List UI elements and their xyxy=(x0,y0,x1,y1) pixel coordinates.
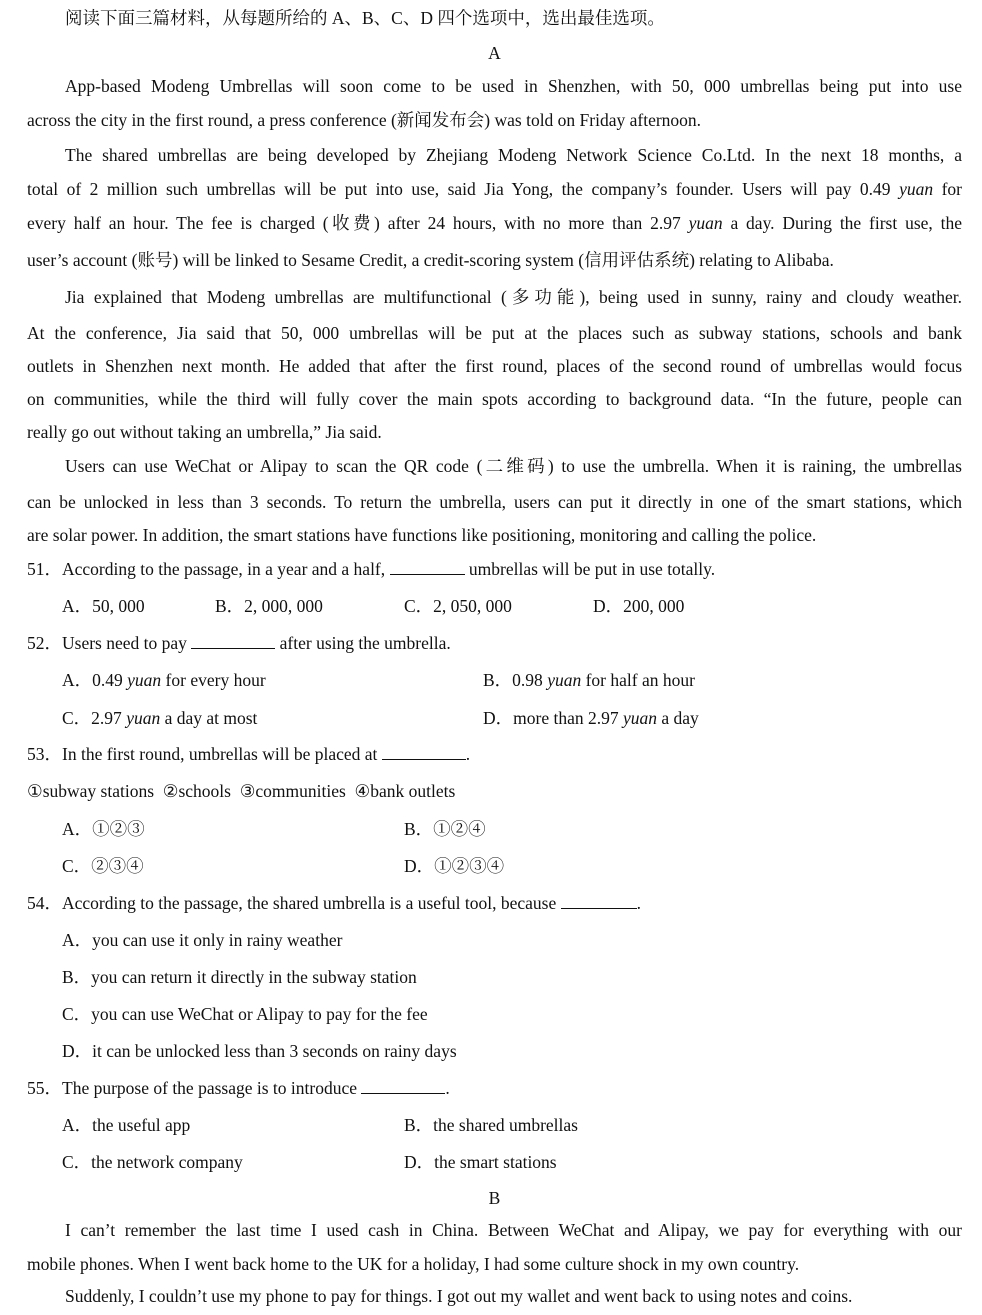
q55-option-c: C．the network company xyxy=(62,1152,243,1172)
passage-a-p3-line5: really go out without taking an umbrella,” Jia said. xyxy=(27,422,382,442)
q52-option-a: A．0.49 yuan for every hour xyxy=(62,670,266,690)
q55-option-a: A．the useful app xyxy=(62,1115,191,1135)
q55-option-d: D．the smart stations xyxy=(404,1152,557,1172)
instruction-text: 阅读下面三篇材料，从每题所给的 A、B、C、D 四个选项中，选出最佳选项。 xyxy=(65,8,665,28)
passage-a-p4-line3: are solar power. In addition, the smart stations have functions like positioning, monitoring and calling the police. xyxy=(27,525,817,545)
passage-a-p4-line2: can be unlocked in less than 3 seconds. To return the umbrella, users can put it directly in one of the smart stations, which xyxy=(27,492,962,512)
answer-blank xyxy=(361,1079,445,1094)
answer-blank xyxy=(191,634,275,649)
passage-a-p1-line1: App-based Modeng Umbrellas will soon come to be used in Shenzhen, with 50, 000 umbrellas being put into use xyxy=(65,76,962,96)
passage-a-p3-line1: Jia explained that Modeng umbrellas are multifunctional (多功能), being used in sunny, rainy and cloudy weather. xyxy=(65,287,962,307)
passage-b-p1-line2: mobile phones. When I went back home to the UK for a holiday, I had some culture shock in my own country. xyxy=(27,1254,800,1274)
passage-b-p1-line1: I can’t remember the last time I used cash in China. Between WeChat and Alipay, we pay for everything with our xyxy=(65,1220,962,1240)
q54-option-d: D．it can be unlocked less than 3 seconds on rainy days xyxy=(62,1041,457,1061)
q53-option-c: C．②③④ xyxy=(62,856,144,876)
passage-a-p2-line4: user’s account (账号) will be linked to Sesame Credit, a credit-scoring system (信用评估系统) relating to Alibaba. xyxy=(27,250,834,270)
passage-a-p2-line1: The shared umbrellas are being developed by Zhejiang Modeng Network Science Co.Ltd. In the next 18 months, a xyxy=(65,145,962,165)
question-number: 55． xyxy=(27,1078,62,1098)
question-number: 51． xyxy=(27,559,62,579)
q53-option-d: D．①②③④ xyxy=(404,856,505,876)
q51-option-a: A．50, 000 xyxy=(62,596,145,616)
question-number: 52． xyxy=(27,633,62,653)
q54-option-c: C．you can use WeChat or Alipay to pay for the fee xyxy=(62,1004,428,1024)
passage-a-p1-line2: across the city in the first round, a press conference (新闻发布会) was told on Friday afternoon. xyxy=(27,110,702,130)
q53-option-b: B．①②④ xyxy=(404,819,486,839)
question-number: 54． xyxy=(27,893,62,913)
passage-a-p4-line1: Users can use WeChat or Alipay to scan the QR code (二维码) to use the umbrella. When it is raining, the umbrellas xyxy=(65,456,962,476)
q55-option-b: B．the shared umbrellas xyxy=(404,1115,578,1135)
passage-a-p2-line2: total of 2 million such umbrellas will be put into use, said Jia Yong, the company’s founder. Users will pay 0.49 yuan for xyxy=(27,179,962,199)
answer-blank xyxy=(382,745,466,760)
q52-option-c: C．2.97 yuan a day at most xyxy=(62,708,258,728)
q52-option-d: D．more than 2.97 yuan a day xyxy=(483,708,699,728)
question-number: 53． xyxy=(27,744,62,764)
passage-a-p3-line4: on communities, while the third will fully cover the main spots according to background data. “In the future, people can xyxy=(27,389,962,409)
q54-option-b: B．you can return it directly in the subway station xyxy=(62,967,417,987)
q51-option-d: D．200, 000 xyxy=(593,596,685,616)
question-51: 51．According to the passage, in a year and a half, umbrellas will be put in use totally. xyxy=(27,559,716,579)
question-54: 54．According to the passage, the shared umbrella is a useful tool, because . xyxy=(27,893,641,913)
q54-option-a: A．you can use it only in rainy weather xyxy=(62,930,343,950)
q51-option-c: C．2, 050, 000 xyxy=(404,596,512,616)
passage-b-p2-line1: Suddenly, I couldn’t use my phone to pay for things. I got out my wallet and went back to using notes and coins. xyxy=(65,1286,853,1306)
answer-blank xyxy=(390,560,465,575)
passage-a-p3-line2: At the conference, Jia said that 50, 000 umbrellas will be put at the places such as subway stations, schools and bank xyxy=(27,323,962,343)
q53-option-a: A．①②③ xyxy=(62,819,145,839)
q53-item-list: ①subway stations ②schools ③communities ④bank outlets xyxy=(27,781,456,801)
passage-a-heading: A xyxy=(488,43,501,63)
passage-b-heading: B xyxy=(488,1188,501,1208)
q51-option-b: B．2, 000, 000 xyxy=(215,596,323,616)
answer-blank xyxy=(561,894,637,909)
question-55: 55．The purpose of the passage is to introduce . xyxy=(27,1078,450,1098)
question-52: 52．Users need to pay after using the umbrella. xyxy=(27,633,451,653)
passage-a-p3-line3: outlets in Shenzhen next month. He added that after the first round, places of the second round of umbrellas would focus xyxy=(27,356,962,376)
passage-a-p2-line3: every half an hour. The fee is charged (收费) after 24 hours, with no more than 2.97 yuan a day. During the first use, the xyxy=(27,213,962,233)
question-53: 53．In the first round, umbrellas will be placed at . xyxy=(27,744,471,764)
q52-option-b: B．0.98 yuan for half an hour xyxy=(483,670,695,690)
